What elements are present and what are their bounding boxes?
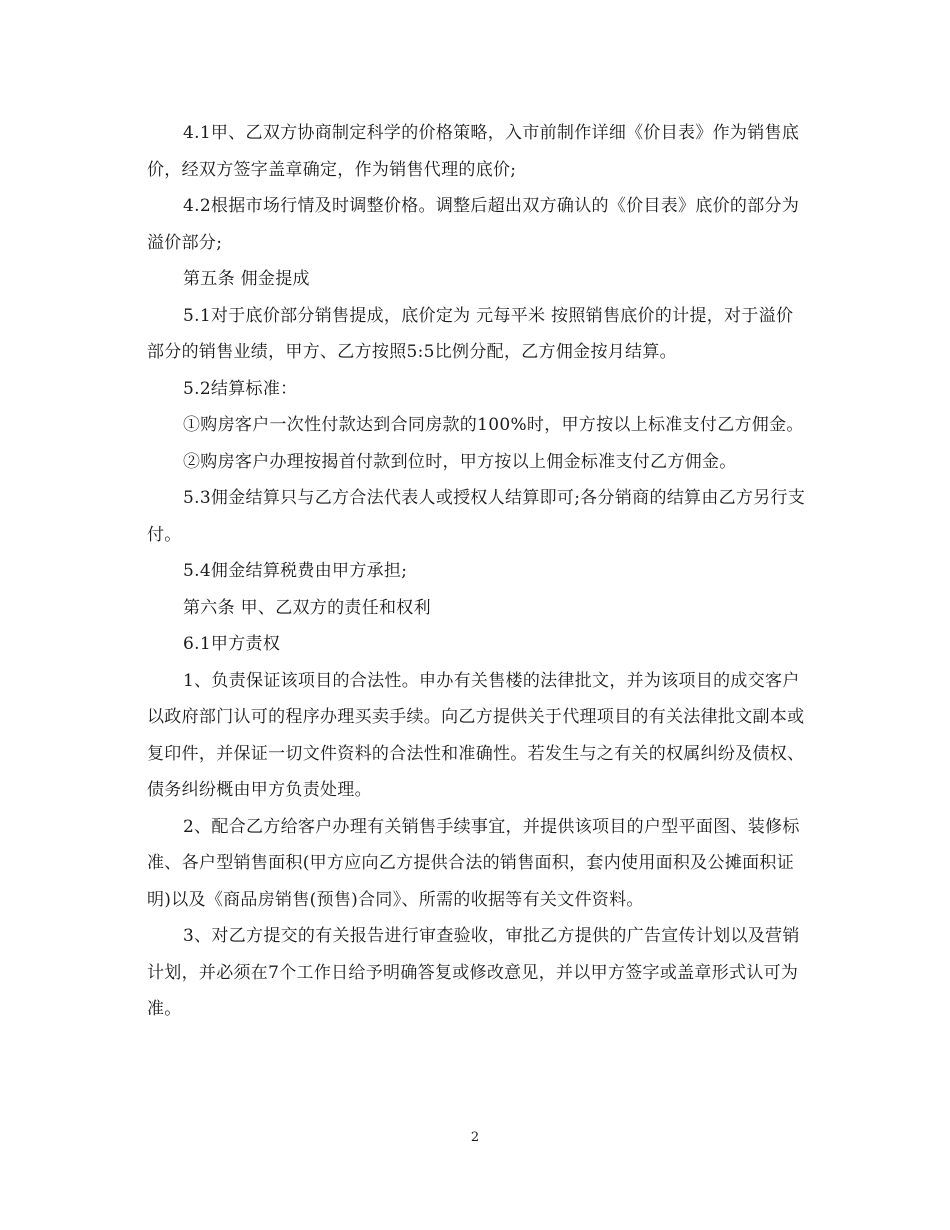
paragraph-5-3: 5.3佣金结算只与乙方合法代表人或授权人结算即可;各分销商的结算由乙方另行支付。 — [147, 488, 806, 545]
paragraph-6-1: 6.1甲方责权 — [183, 634, 281, 654]
paragraph-5-2-item-1: ①购房客户一次性付款达到合同房款的100%时，甲方按以上标准支付乙方佣金。 — [183, 415, 804, 435]
article-5-heading: 第五条 佣金提成 — [183, 269, 310, 289]
paragraph-6-1-item-3: 3、对乙方提交的有关报告进行审查验收，审批乙方提供的广告宣传计划以及营销计划，并必须在7个工作日给予明确答复或修改意见，并以甲方签字或盖章形式认可为准。 — [147, 926, 800, 1019]
paragraph-5-2-item-2: ②购房客户办理按揭首付款到位时，甲方按以上佣金标准支付乙方佣金。 — [183, 451, 737, 472]
paragraph-5-4: 5.4佣金结算税费由甲方承担; — [183, 561, 408, 581]
paragraph-4-1: 4.1甲、乙双方协商制定科学的价格策略，入市前制作详细《价目表》作为销售底价，经双方签字盖章确定，作为销售代理的底价; — [147, 123, 800, 180]
paragraph-5-2: 5.2结算标准： — [183, 378, 298, 399]
page-number: 2 — [470, 1130, 480, 1145]
document-body — [147, 115, 807, 1028]
paragraph-6-1-item-1: 1、负责保证该项目的合法性。申办有关售楼的法律批文，并为该项目的成交客户以政府部门认可的程序办理买卖手续。向乙方提供关于代理项目的有关法律批文副本或复印件，并保证一切文件资料的合法性和准确性。若发生与之有关的权属纠纷及债权、债务纠纷概由甲方负责处理。 — [147, 670, 805, 800]
article-6-heading: 第六条 甲、乙双方的责任和权利 — [183, 597, 431, 618]
paragraph-6-1-item-2: 2、配合乙方给客户办理有关销售手续事宜，并提供该项目的户型平面图、装修标准、各户型销售面积(甲方应向乙方提供合法的销售面积，套内使用面积及公摊面积证明)以及《商品房销售(预售)合同》、所需的收据等有关文件资料。 — [147, 816, 800, 910]
paragraph-4-2: 4.2根据市场行情及时调整价格。调整后超出双方确认的《价目表》底价的部分为溢价部分; — [147, 196, 800, 253]
paragraph-5-1: 5.1对于底价部分销售提成，底价定为 元每平米 按照销售底价的计提，对于溢价部分的销售业绩，甲方、乙方按照5:5比例分配，乙方佣金按月结算。 — [147, 305, 794, 362]
